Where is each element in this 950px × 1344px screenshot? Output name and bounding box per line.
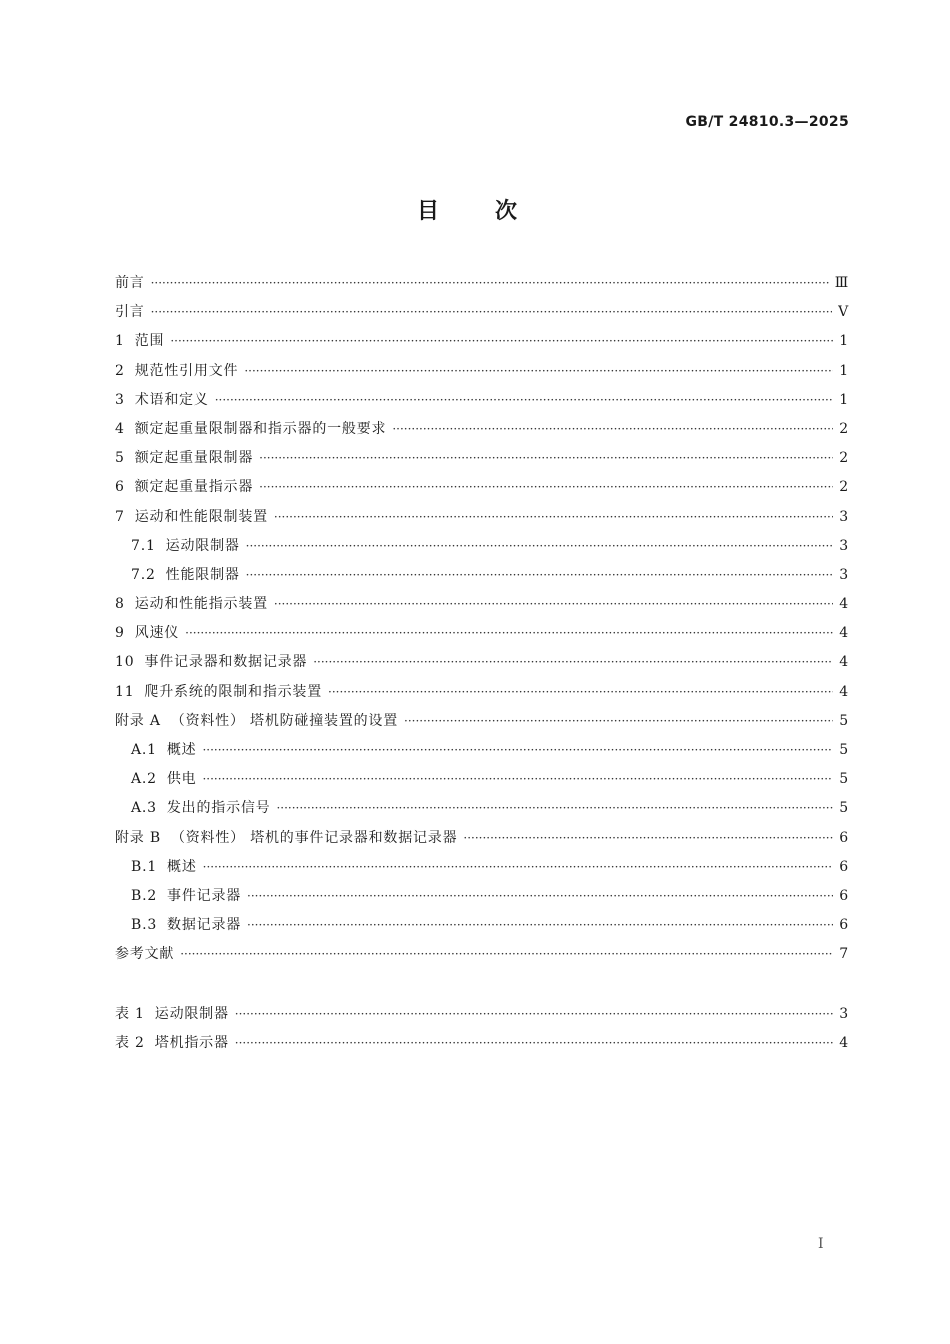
toc-entry[interactable] (115, 707, 849, 736)
dot-leader (463, 824, 833, 853)
toc-entry-label: 参考文献 (115, 946, 175, 963)
toc-list (115, 269, 849, 970)
toc-entry-label: 前言 (115, 275, 145, 291)
toc-entry-page: 5 (839, 712, 849, 729)
toc-entry-page: 5 (839, 742, 849, 758)
toc-entry-number: B.2 (131, 887, 158, 904)
toc-entry[interactable] (115, 473, 849, 502)
table-list (115, 1000, 849, 1058)
toc-entry-page: 5 (839, 800, 849, 817)
toc-entry-page: Ⅴ (838, 304, 849, 321)
toc-entry-number: 7.1 (131, 537, 156, 554)
toc-entry-page: 6 (839, 858, 849, 875)
toc-entry[interactable] (115, 327, 849, 356)
toc-entry-number: 1 (115, 333, 125, 350)
toc-entry-number: 8 (115, 596, 125, 613)
toc-entry-page: 4 (839, 654, 849, 671)
toc-entry[interactable] (115, 736, 849, 765)
toc-entry-label: 数据记录器 (167, 917, 242, 934)
toc-entry[interactable] (115, 561, 849, 590)
dot-leader (170, 327, 833, 356)
toc-entry-label: 额定起重量限制器和指示器的一般要求 (134, 420, 387, 437)
toc-entry[interactable] (115, 824, 849, 853)
dot-leader (203, 853, 833, 882)
toc-entry-number: 表 1 (115, 1006, 145, 1022)
toc-entry[interactable] (115, 853, 849, 882)
dot-leader (247, 911, 833, 940)
toc-entry-number: B.1 (131, 858, 158, 875)
toc-entry-label: 额定起重量指示器 (134, 479, 254, 496)
dot-leader (202, 765, 833, 794)
toc-entry[interactable] (115, 444, 849, 473)
dot-leader (274, 503, 833, 532)
toc-entry-number: 6 (115, 479, 125, 496)
dot-leader (392, 415, 833, 444)
dot-leader (276, 794, 833, 823)
page-number: Ⅰ (818, 1236, 824, 1252)
toc-entry-label: 供电 (166, 771, 197, 788)
toc-entry[interactable] (115, 940, 849, 969)
toc-entry-page: 2 (839, 479, 849, 496)
toc-entry-page: 1 (839, 362, 849, 379)
standard-code: GB/T 24810.3—2025 (685, 114, 849, 130)
toc-entry[interactable] (115, 269, 849, 298)
toc-entry-label: 概述 (167, 858, 197, 875)
toc-entry-page: 3 (839, 508, 849, 525)
toc-entry-number: 附录 A (115, 712, 161, 729)
dot-leader (259, 444, 833, 473)
toc-entry-number: 3 (115, 391, 125, 408)
toc-entry-label: 运动和性能指示装置 (134, 596, 268, 613)
dot-leader (259, 473, 833, 502)
toc-entry-number: B.3 (131, 917, 158, 934)
toc-entry-page: 2 (839, 420, 849, 437)
toc-entry[interactable] (115, 648, 849, 677)
dot-leader (202, 736, 833, 765)
toc-entry-page: 7 (839, 946, 849, 963)
toc-entry-label: 事件记录器 (167, 887, 242, 904)
toc-entry-label: 运动限制器 (154, 1006, 229, 1022)
dot-leader (185, 619, 833, 648)
toc-entry-number: 表 2 (115, 1035, 145, 1052)
toc-entry-number: 附录 B (115, 829, 161, 846)
toc-entry-page: 5 (839, 771, 849, 788)
toc-entry-number: 7.2 (131, 566, 156, 583)
toc-entry-number: 7 (115, 508, 125, 525)
dot-leader (274, 590, 833, 619)
toc-entry-label: 运动和性能限制装置 (134, 508, 268, 525)
toc-entry[interactable] (115, 415, 849, 444)
toc-entry-page: 4 (839, 596, 849, 613)
toc-entry-page: 1 (839, 391, 849, 408)
toc-entry[interactable] (115, 678, 849, 707)
toc-entry[interactable] (115, 590, 849, 619)
toc-entry-page: 2 (839, 450, 849, 467)
toc-entry-number: 4 (115, 420, 125, 437)
dot-leader (246, 561, 833, 590)
toc-entry-label: （资料性） 塔机防碰撞装置的设置 (170, 712, 399, 729)
dot-leader (235, 1000, 833, 1029)
toc-entry-number: A.3 (131, 800, 157, 817)
toc-entry[interactable] (115, 503, 849, 532)
table-entry[interactable] (115, 1000, 849, 1029)
toc-entry-label: 引言 (115, 304, 145, 321)
toc-entry-label: 概述 (166, 742, 197, 758)
toc-entry-page: 4 (839, 683, 849, 700)
dot-leader (313, 648, 833, 677)
toc-entry-page: 4 (839, 625, 849, 642)
toc-entry-label: 范围 (134, 333, 165, 350)
toc-entry-page: 3 (839, 566, 849, 583)
toc-entry-number: 11 (115, 683, 135, 700)
toc-entry-label: 规范性引用文件 (134, 362, 239, 379)
toc-entry-label: 额定起重量限制器 (134, 450, 254, 467)
toc-entry-page: 4 (839, 1035, 849, 1052)
toc-entry-label: 爬升系统的限制和指示装置 (144, 683, 323, 700)
dot-leader (247, 882, 833, 911)
toc-entry[interactable] (115, 765, 849, 794)
toc-entry-page: 6 (839, 829, 849, 846)
toc-entry-page: Ⅲ (834, 275, 849, 291)
toc-entry-label: 事件记录器和数据记录器 (144, 654, 308, 671)
table-entry[interactable] (115, 1029, 849, 1058)
toc-entry[interactable] (115, 619, 849, 648)
dot-leader (235, 1029, 833, 1058)
toc-entry[interactable] (115, 386, 849, 415)
toc-entry-label: 风速仪 (134, 625, 180, 642)
dot-leader (246, 532, 833, 561)
toc-entry-label: 塔机指示器 (154, 1035, 229, 1052)
toc-entry-label: 发出的指示信号 (166, 800, 271, 817)
toc-entry-number: A.2 (131, 771, 157, 788)
toc-entry[interactable] (115, 794, 849, 823)
toc-entry-number: 2 (115, 362, 125, 379)
toc-entry-label: 性能限制器 (165, 566, 240, 583)
toc-entry-page: 1 (839, 333, 849, 350)
dot-leader (328, 678, 833, 707)
toc-entry-number: 10 (115, 654, 135, 671)
toc-entry-number: 9 (115, 625, 125, 642)
toc-entry-number: A.1 (131, 742, 157, 758)
dot-leader (151, 298, 832, 327)
toc-entry[interactable] (115, 357, 849, 386)
toc-entry-number: 5 (115, 450, 125, 467)
toc-entry-label: （资料性） 塔机的事件记录器和数据记录器 (170, 829, 458, 846)
toc-entry-label: 运动限制器 (165, 537, 240, 554)
dot-leader (180, 940, 833, 969)
toc-entry-page: 3 (839, 1006, 849, 1022)
toc-entry[interactable] (115, 532, 849, 561)
toc-entry-page: 6 (839, 917, 849, 934)
dot-leader (215, 386, 833, 415)
toc-entry-page: 6 (839, 887, 849, 904)
dot-leader (151, 269, 829, 298)
toc-entry-page: 3 (839, 537, 849, 554)
toc-entry[interactable] (115, 298, 849, 327)
toc-entry[interactable] (115, 882, 849, 911)
dot-leader (244, 357, 833, 386)
toc-entry-label: 术语和定义 (134, 391, 209, 408)
toc-entry[interactable] (115, 911, 849, 940)
page-title: 目次 (416, 199, 573, 224)
dot-leader (404, 707, 833, 736)
